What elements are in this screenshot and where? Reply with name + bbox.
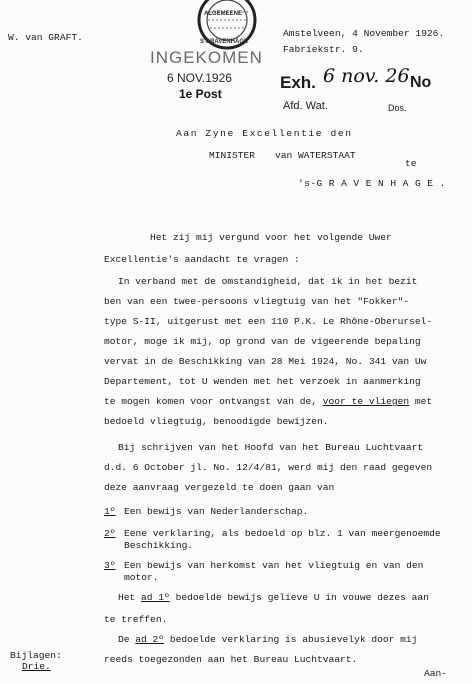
- enclosure-text: Beschikking.: [124, 540, 194, 551]
- closing-line: reeds toegezonden aan het Bureau Luchtvaart.: [104, 654, 358, 665]
- enclosure-number: 3º: [104, 560, 116, 571]
- closing-line: te treffen.: [104, 614, 168, 625]
- body-line: Bij schrijven van het Hoofd van het Bureau Luchtvaart: [118, 442, 424, 453]
- body-line: motor, moge ik mij, op grond van de vigeerende bepaling: [104, 336, 421, 347]
- body-line: type S-II, uitgerust met een 110 P.K. Le Rhône-Oberursel-: [104, 316, 433, 327]
- recipient-line-1: Aan Zyne Excellentie den: [176, 128, 353, 139]
- body-line: vervat in de Beschikking van 28 Mei 1924, No. 341 van Uw: [104, 356, 427, 367]
- body-line: In verband met de omstandigheid, dat ik in het bezit: [118, 276, 418, 287]
- exhibit-handwritten-date: 6 nov. 26: [323, 65, 410, 87]
- body-line: d.d. 6 October jl. No. 12/4/81, werd mij den raad gegeven: [104, 462, 433, 473]
- body-line: Het zij mij vergund voor het volgende Uwer: [150, 232, 392, 243]
- enclosure-text: motor.: [124, 572, 159, 583]
- enclosure-number: 2º: [104, 528, 116, 539]
- received-stamp-post: 1e Post: [179, 87, 222, 101]
- body-line: te mogen komen voor ontvangst van de, voor te vliegen met: [104, 396, 433, 407]
- enclosure-text: Een bewijs van herkomst van het vliegtuig en van den: [124, 560, 424, 571]
- exhibit-dossier: Dos.: [388, 103, 407, 113]
- place-date: Amstelveen, 4 November 1926.: [283, 28, 445, 39]
- exhibit-department: Afd. Wat.: [283, 100, 328, 112]
- sender-name: W. van GRAFT.: [8, 32, 83, 43]
- bijlagen-label: Bijlagen:: [10, 650, 62, 661]
- bijlagen-count: Drie.: [22, 661, 51, 672]
- body-line: Departement, tot U wenden met het verzoek in aanmerking: [104, 376, 421, 387]
- body-line: Excellentie's aandacht te vragen :: [104, 254, 300, 265]
- seal-text-bottom: S'GRAVENHAGE: [200, 39, 248, 45]
- enclosure-text: Eene verklaring, als bedoeld op blz. 1 van meergenoemde: [124, 528, 441, 539]
- seal-text-top: ALGEMEENE: [204, 11, 243, 17]
- enclosure-number: 1º: [104, 506, 116, 517]
- exhibit-no-label: No: [410, 74, 432, 91]
- recipient-ministry: van WATERSTAAT: [275, 150, 356, 161]
- recipient-te: te: [405, 158, 417, 169]
- closing-line: De ad 2º bedoelde verklaring is abusievelyk door mij: [118, 634, 418, 645]
- body-line: deze aanvraag vergezeld te doen gaan van: [104, 482, 335, 493]
- body-line: bedoeld vliegtuig, benoodigde bewijzen.: [104, 416, 329, 427]
- recipient-minister: MINISTER: [209, 150, 256, 161]
- ministry-seal: [192, 0, 262, 52]
- closing-line: Het ad 1º bedoelde bewijs gelieve U in vouwe dezes aan: [118, 592, 429, 603]
- continuation-word: Aan-: [424, 668, 448, 679]
- enclosure-text: Een bewijs van Nederlanderschap.: [124, 506, 309, 517]
- exhibit-label: Exh.: [280, 73, 316, 92]
- sender-address: Fabriekstr. 9.: [283, 44, 364, 55]
- received-stamp-title: INGEKOMEN: [150, 48, 263, 67]
- body-line: ben van een twee-persoons vliegtuig van het "Fokker"-: [104, 296, 410, 307]
- recipient-city: 's-G R A V E N H A G E .: [298, 178, 446, 189]
- received-stamp-date: 6 NOV.1926: [167, 71, 232, 85]
